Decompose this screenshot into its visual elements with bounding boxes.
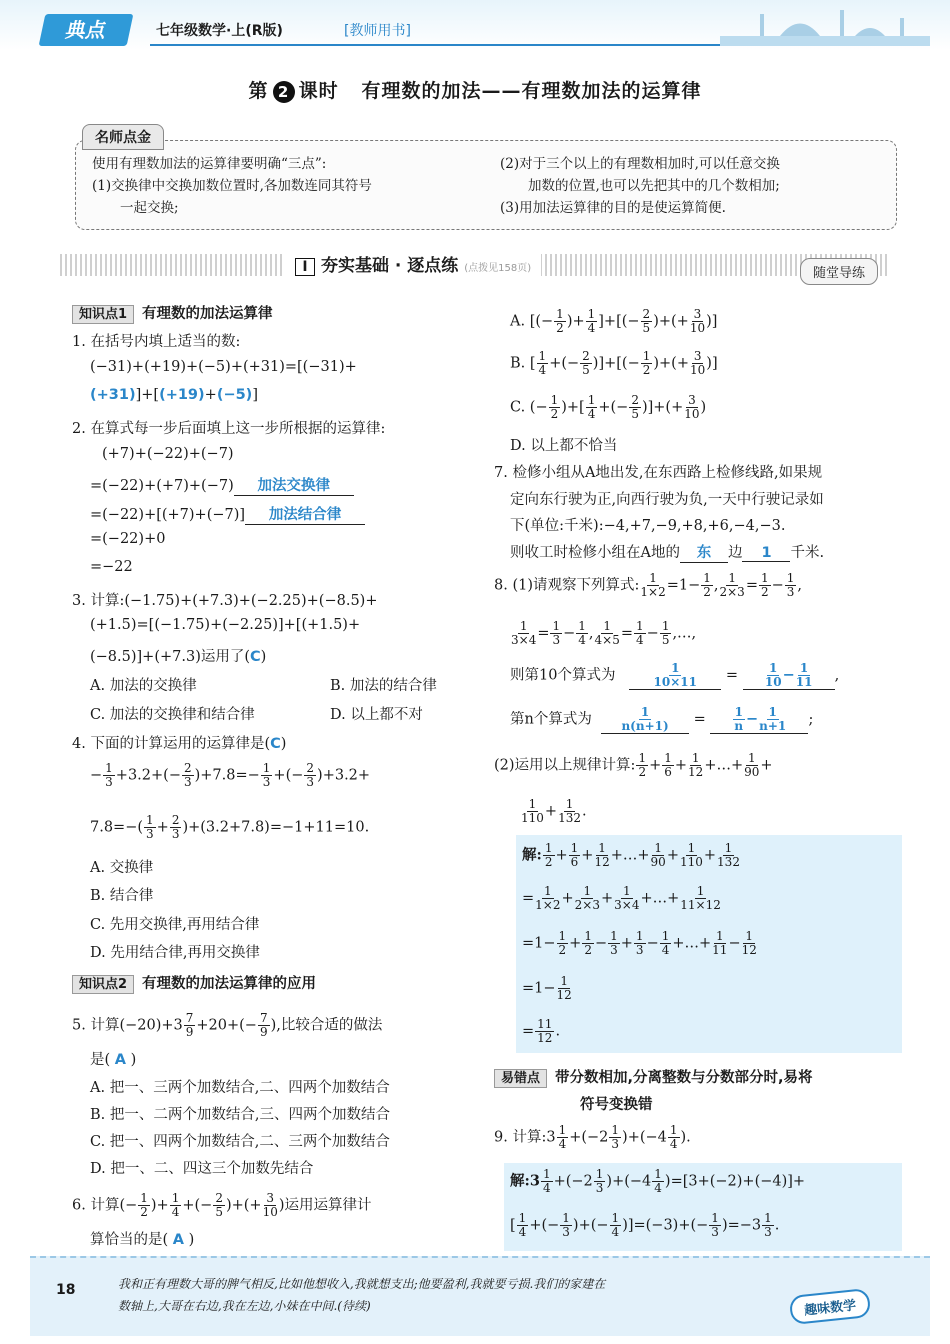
q2-step4: =(−22)+0: [90, 531, 166, 547]
frac-1-2: $\frac{1}{2}$: [703, 571, 711, 599]
q8-l4a: 第n个算式为: [510, 711, 592, 728]
frac-1-3: $\frac{1}{3}$: [610, 929, 618, 957]
q6-frac-1-2: [641, 350, 653, 377]
frac-1-5: $\frac{1}{5}$: [661, 619, 670, 647]
q6-frac-2-5: [580, 350, 592, 377]
frac-1-2: $\frac{1}{2}$: [584, 929, 592, 957]
q4-frac-num: 1: [105, 761, 113, 775]
q6-l2e: ): [188, 1232, 195, 1248]
q4-l2a: 7.8=−(: [90, 819, 144, 836]
tip-label: 名师点金: [82, 124, 164, 150]
q5-frac-7-9: [258, 1012, 270, 1039]
q6-frac-3-10: [690, 308, 705, 335]
q3-line3: [90, 645, 266, 666]
frac-1-4: $\frac{1}{4}$: [636, 619, 644, 647]
q4-stem-end: ): [280, 736, 287, 752]
frac-1-11: $\frac{1}{11}$: [712, 929, 728, 957]
q6-frac-den: 10: [262, 1205, 278, 1219]
q6-frac-3-10: [684, 394, 699, 421]
q4-frac-1-3: [144, 814, 156, 841]
q4-frac-num: 2: [183, 761, 192, 775]
q6-line1: [72, 1192, 372, 1219]
q8-sol-line1: 解: $\frac{1}{2}$ + $\frac{1}{6}$ + $\frac{1}{12}$ +…+ $\frac{1}{90}$ + $\frac{1}{110}$ + $\frac{1}{132}$: [522, 841, 740, 869]
q6-line2: [90, 1228, 194, 1249]
q8-l5: (2)运用以上规律计算:: [494, 757, 636, 774]
q4-frac-num: 1: [146, 813, 154, 827]
frac-1-6: $\frac{1}{6}$: [664, 751, 672, 779]
q6-frac-den: 2: [140, 1205, 148, 1219]
q7-line4: [510, 541, 824, 563]
q6-frac-2-5: [629, 394, 641, 421]
q6-frac-1-2: [549, 394, 561, 421]
q8-sol-line5: = $\frac{11}{12}$ .: [522, 1017, 561, 1045]
q6-frac-1-4: [537, 350, 549, 377]
q5-frac-num: 7: [259, 1011, 268, 1025]
q6-frac-num: 2: [631, 393, 639, 407]
q3-line3-end: ): [260, 649, 267, 665]
q8-answer-n-right: $\frac{1}{n}$ − $\frac{1}{n+1}$: [710, 706, 808, 734]
q6-frac-2-5: [213, 1192, 225, 1219]
q2-step5: =−22: [90, 559, 133, 575]
q5-frac-7-9: [184, 1012, 196, 1039]
tip-2a: (2)对于三个以上的有理数相加时,可以任意交换: [500, 156, 780, 172]
q8-sol-line4: =1− $\frac{1}{12}$: [522, 974, 572, 1002]
q6-frac-den: 4: [587, 321, 596, 335]
q8-part2-cont: $\frac{1}{110}$ + $\frac{1}{132}$ .: [521, 797, 587, 825]
q6-frac-den: 2: [550, 407, 559, 421]
q3-line1: 3. 计算:(−1.75)+(+7.3)+(−2.25)+(−8.5)+: [72, 593, 378, 609]
q5-option-d: D. 把一、二、四这三个加数先结合: [90, 1161, 314, 1177]
q3-option-b: B. 加法的结合律: [330, 678, 437, 694]
kp2-tag: 知识点2: [72, 975, 134, 994]
q6-l2: 算恰当的是(: [90, 1232, 169, 1248]
q6-frac-den: 4: [538, 363, 547, 377]
frac-1-12: $\frac{1}{12}$: [556, 974, 572, 1002]
q6-answer: A: [172, 1232, 185, 1248]
frac-1-2: $\frac{1}{2}$: [544, 841, 553, 869]
q9-stem-text: 9. 计算:3: [494, 1129, 556, 1146]
q9-sol-label: 解:3: [510, 1172, 540, 1190]
q7-line1: 7. 检修小组从A地出发,在东西路上检修线路,如果规: [494, 465, 823, 481]
q4-answer: C: [270, 736, 281, 752]
easy-mistake-tag: 易错点: [494, 1069, 547, 1088]
q8-line2: $\frac{1}{3\times 4}$ = $\frac{1}{3}$ − $\frac{1}{4}$ , $\frac{1}{4\times 5}$ = $\frac{1}{4}$ − $\frac{1}{5}$ ,…,: [511, 619, 697, 647]
q7-answer-direction: 东: [680, 541, 728, 563]
lesson-prefix: 第: [248, 80, 269, 102]
q6-frac-den: 2: [556, 321, 564, 335]
section-tag: 随堂导练: [800, 258, 878, 285]
q1-stem: 1. 在括号内填上适当的数:: [72, 334, 241, 350]
frac-1-4: $\frac{1}{4}$: [654, 1167, 662, 1195]
q8-line3: 则第10个算式为 $\frac{1}{10\times 11}$ = $\frac{1}{10}$ − $\frac{1}{11}$ ,: [510, 661, 840, 689]
q8-l1: 8. (1)请观察下列算式:: [494, 577, 640, 594]
q6-l1e: )运用运算律计: [278, 1197, 372, 1214]
book-title: 七年级数学·上(R版): [156, 23, 283, 39]
q6-frac-num: 1: [556, 307, 564, 321]
q4-l1c: )+7.8=−: [194, 767, 260, 784]
skyline-illustration: [720, 6, 930, 46]
q2-step2: [90, 474, 354, 496]
q7-l4c: 千米.: [790, 545, 825, 561]
q6-frac-den: 5: [582, 363, 590, 377]
q7-l4b: 边: [727, 545, 743, 561]
q8-sol-label: 解:: [522, 846, 542, 864]
frac-1-3: $\frac{1}{3}$: [786, 571, 795, 599]
footer-story: [118, 1273, 778, 1317]
frac-1-6: $\frac{1}{6}$: [570, 841, 579, 869]
q7-l4a: 则收工时检修小组在A地的: [510, 545, 680, 561]
q7-line2: 定向东行驶为正,向西行驶为负,一天中行驶记录如: [510, 492, 824, 508]
frac-1-3: $\frac{1}{3}$: [562, 1211, 570, 1239]
q4-option-c: C. 先用交换律,再用结合律: [90, 917, 260, 933]
knowledge-point-2: [72, 972, 316, 993]
q4-frac-den: 3: [306, 775, 315, 789]
frac-1-2: $\frac{1}{2}$: [638, 751, 647, 779]
q5-frac-den: 9: [259, 1025, 268, 1039]
q3-option-a: A. 加法的交换律: [90, 678, 197, 694]
section-title-text: 夯实基础 · 逐点练: [321, 256, 459, 276]
frac-1-2: $\frac{1}{2}$: [760, 571, 769, 599]
q8-part2: (2)运用以上规律计算: $\frac{1}{2}$ + $\frac{1}{6}$ + $\frac{1}{12}$ +…+ $\frac{1}{90}$ +: [494, 751, 773, 779]
frac-1-2x3: $\frac{1}{2\times 3}$: [719, 571, 745, 599]
frac-1-12: $\frac{1}{12}$: [741, 929, 757, 957]
frac-1-90: $\frac{1}{90}$: [650, 841, 666, 869]
q8-sol-line2: = $\frac{1}{1\times 2}$ + $\frac{1}{2\times 3}$ + $\frac{1}{3\times 4}$ +…+ $\frac{1}{11\times 12}$: [522, 884, 721, 912]
frac-1-11x12: $\frac{1}{11\times 12}$: [680, 884, 721, 912]
q8-sol-line3: =1− $\frac{1}{2}$ + $\frac{1}{2}$ − $\frac{1}{3}$ + $\frac{1}{3}$ − $\frac{1}{4}$ +…+ $\frac{1}{11}$ − $\frac{1}{12}$: [522, 929, 757, 957]
q4-l1a: −: [90, 767, 103, 784]
publisher-logo: 典点: [39, 14, 134, 46]
frac-1-4: $\frac{1}{4}$: [669, 1123, 678, 1151]
q6-frac-num: 1: [171, 1191, 180, 1205]
q3-answer: C: [250, 649, 261, 665]
frac-1-132: $\frac{1}{132}$: [558, 797, 581, 825]
q6-frac-num: 3: [266, 1191, 275, 1205]
frac-1-3x4: $\frac{1}{3\times 4}$: [614, 884, 640, 912]
q1-answer-1: (+31): [90, 387, 136, 403]
q6-frac-1-2: [138, 1192, 150, 1219]
q4-stem-text: 4. 下面的计算运用的运算律是(: [72, 736, 271, 752]
q6-frac-den: 4: [587, 407, 596, 421]
lesson-title: [0, 76, 950, 103]
q4-frac-den: 3: [183, 775, 192, 789]
q4-frac-1-3: [103, 762, 115, 789]
q6-frac-num: 1: [140, 1191, 148, 1205]
frac-1-4: $\frac{1}{4}$: [611, 1211, 620, 1239]
frac-1-3: $\frac{1}{3}$: [764, 1211, 772, 1239]
footer-line2: 数轴上,大哥在右边,我在左边,小妹在中间.(待续): [118, 1299, 371, 1313]
q8-line1: 8. (1)请观察下列算式: $\frac{1}{1\times 2}$ =1− $\frac{1}{2}$ , $\frac{1}{2\times 3}$ = $\frac{1}{2}$ − $\frac{1}{3}$ ,: [494, 571, 803, 599]
q6-frac-den: 4: [171, 1205, 180, 1219]
kp1-title: 有理数的加法运算律: [142, 306, 273, 322]
q7-answer-distance: 1: [742, 545, 790, 562]
q6-frac-den: 10: [690, 363, 706, 377]
q8-answer-n-left: $\frac{1}{n(n+1)}$: [601, 706, 689, 734]
q5-l2: 是(: [90, 1052, 111, 1068]
section-note: (点拨见158页): [464, 263, 532, 274]
lesson-number: 2: [273, 81, 295, 103]
q4-option-a: A. 交换律: [90, 860, 154, 876]
q6-frac-1-2: [554, 308, 566, 335]
q4-frac-num: 2: [171, 813, 180, 827]
q2-stem: 2. 在算式每一步后面填上这一步所根据的运算律:: [72, 421, 386, 437]
q5-l1b: +20+(−: [196, 1017, 257, 1034]
q1-line2: [90, 387, 258, 403]
q2-answer-1: 加法交换律: [234, 474, 354, 496]
q5-frac-den: 9: [185, 1025, 194, 1039]
q2-answer-2: 加法结合律: [245, 503, 365, 525]
q9-sol-line1: 解:3 $\frac{1}{4}$ +(−2 $\frac{1}{3}$ )+(−4 $\frac{1}{4}$ )=[3+(−2)+(−4)]+: [510, 1167, 806, 1195]
q6-frac-num: 1: [642, 349, 651, 363]
q6-frac-num: 1: [587, 307, 596, 321]
frac-1-110: $\frac{1}{110}$: [679, 841, 703, 869]
tip-intro: 使用有理数加法的运算律要明确“三点”:: [92, 156, 327, 172]
lesson-topic: 有理数的加法——有理数加法的运算律: [361, 80, 702, 102]
q5-option-b: B. 把一、二两个加数结合,三、四两个加数结合: [90, 1107, 390, 1123]
frac-1-4: $\frac{1}{4}$: [578, 619, 586, 647]
q6-option-a: A. [(− $\frac{1}{2}$ )+ $\frac{1}{4}$ ]+[(− $\frac{2}{5}$ )+(+ $\frac{3}{10}$ )]: [510, 307, 718, 335]
frac-1-3: $\frac{1}{3}$: [595, 1167, 604, 1195]
footer-line1: 我和正有理数大哥的脾气相反,比如他想收入,我就想支出;他要盈利,我就要亏损.我们的家建在: [118, 1277, 606, 1291]
q2-step2-expr: =(−22)+(+7)+(−7): [90, 478, 234, 494]
q4-l1b: +3.2+(−: [115, 767, 181, 784]
page-number: 18: [56, 1282, 76, 1298]
q6-frac-den: 2: [642, 363, 651, 377]
q6-frac-num: 1: [538, 349, 547, 363]
section-title: [285, 251, 541, 276]
frac-1-1x2: $\frac{1}{1\times 2}$: [535, 884, 561, 912]
q6-frac-den: 10: [684, 407, 700, 421]
q3-line3-text: (−8.5)]+(+7.3)运用了(: [90, 649, 251, 665]
q1-answer-3: (−5): [216, 387, 253, 403]
q4-frac-num: 2: [306, 761, 315, 775]
q8-l3a: 则第10个算式为: [510, 667, 616, 684]
q6-frac-den: 5: [215, 1205, 223, 1219]
q6-l1a: 6. 计算(−: [72, 1197, 138, 1214]
q5-option-c: C. 把一、四两个加数结合,二、三两个加数结合: [90, 1134, 390, 1150]
q8-line4: 第n个算式为 $\frac{1}{n(n+1)}$ = $\frac{1}{n}$ − $\frac{1}{n+1}$ ;: [510, 705, 814, 733]
section-roman: I: [295, 258, 315, 276]
frac-1-12: $\frac{1}{12}$: [688, 751, 704, 779]
q4-frac-den: 3: [105, 775, 113, 789]
q2-step1: (+7)+(−22)+(−7): [102, 446, 234, 462]
q4-frac-den: 3: [262, 775, 271, 789]
q4-frac-2-3: [182, 762, 194, 789]
frac-1-2: $\frac{1}{2}$: [558, 929, 567, 957]
q6-frac-den: 5: [642, 321, 651, 335]
frac-1-110: $\frac{1}{110}$: [521, 797, 544, 825]
q4-frac-2-3: [304, 762, 316, 789]
q5-l2e: ): [130, 1052, 137, 1068]
q6-frac-num: 3: [688, 393, 696, 407]
q5-l1c: ),比较合适的做法: [270, 1017, 383, 1034]
frac-1-132: $\frac{1}{132}$: [717, 841, 740, 869]
frac-1-4: $\frac{1}{4}$: [542, 1167, 551, 1195]
frac-1-4: $\frac{1}{4}$: [558, 1123, 567, 1151]
frac-1-3x4: $\frac{1}{3\times 4}$: [511, 619, 537, 647]
q1-answer-2: (+19): [159, 387, 205, 403]
q6-frac-1-4: [170, 1192, 182, 1219]
q1-plus: +: [204, 387, 217, 403]
q1-mid: ]+[: [135, 387, 160, 403]
q6-frac-1-4: [586, 394, 598, 421]
q5-frac-num: 7: [185, 1011, 194, 1025]
q6-option-a-label: A.: [510, 313, 526, 330]
q4-line2: [90, 814, 369, 841]
book-tag: [教师用书]: [344, 23, 411, 39]
frac-11-12: $\frac{11}{12}$: [537, 1017, 553, 1045]
q4-l2c: )+(3.2+7.8)=−1+11=10.: [182, 819, 370, 836]
q5-line2: [90, 1048, 136, 1069]
q4-option-d: D. 先用结合律,再用交换律: [90, 945, 260, 961]
q6-frac-3-10: [263, 1192, 278, 1219]
q7-line3: 下(单位:千米):−4,+7,−9,+8,+6,−4,−3.: [510, 518, 786, 534]
q6-l1d: )+(+: [225, 1197, 262, 1214]
frac-1-4: $\frac{1}{4}$: [518, 1211, 527, 1239]
frac-1-1x2: $\frac{1}{1\times 2}$: [640, 571, 666, 599]
q9-stem: 9. 计算:3 $\frac{1}{4}$ +(−2 $\frac{1}{3}$ )+(−4 $\frac{1}{4}$ ).: [494, 1123, 691, 1151]
frac-1-3: $\frac{1}{3}$: [611, 1123, 620, 1151]
knowledge-point-1: [72, 302, 273, 323]
q2-step3: [90, 503, 365, 525]
q6-option-d: D. 以上都不恰当: [510, 438, 618, 454]
tip-1a: (1)交换律中交换加数位置时,各加数连同其符号: [92, 178, 372, 194]
kp1-tag: 知识点1: [72, 305, 134, 324]
q6-frac-den: 10: [689, 321, 706, 335]
q9-sol-line2: [ $\frac{1}{4}$ +(− $\frac{1}{3}$ )+(− $\frac{1}{4}$ )]=(−3)+(− $\frac{1}{3}$ )=−3 $\frac{1}{3}$ .: [510, 1211, 780, 1239]
q4-frac-den: 3: [171, 827, 180, 841]
q4-l2b: +: [156, 819, 169, 836]
q6-l1c: +(−: [182, 1197, 213, 1214]
q6-frac-1-4: [586, 308, 598, 335]
q4-l1d: +(−: [273, 767, 304, 784]
q6-frac-num: 1: [587, 393, 596, 407]
q4-frac-2-3: [170, 814, 182, 841]
easy-mistake-line1: 带分数相加,分离整数与分数部分时,易将: [555, 1070, 813, 1086]
tip-1b: 一起交换;: [120, 200, 179, 216]
q8-answer-10-left: $\frac{1}{10\times 11}$: [629, 662, 721, 690]
q3-line2: (+1.5)=[(−1.75)+(−2.25)]+[(+1.5)+: [90, 617, 361, 633]
q6-option-c-label: C.: [510, 399, 526, 416]
q6-frac-3-10: [690, 350, 705, 377]
easy-mistake-line2: 符号变换错: [580, 1097, 653, 1113]
q4-stem: [72, 732, 286, 753]
frac-1-2x3: $\frac{1}{2\times 3}$: [574, 884, 600, 912]
frac-1-4: $\frac{1}{4}$: [661, 929, 670, 957]
q1-line1: (−31)+(+19)+(−5)+(+31)=[(−31)+: [90, 359, 357, 375]
fun-math-badge: 趣味数学: [789, 1288, 872, 1325]
q1-end: ]: [252, 387, 258, 403]
q2-step3-expr: =(−22)+[(+7)+(−7)]: [90, 507, 246, 523]
q6-option-c: C. (− $\frac{1}{2}$ )+[ $\frac{1}{4}$ +(− $\frac{2}{5}$ )]+(+ $\frac{3}{10}$ ): [510, 393, 707, 421]
q6-frac-num: 2: [582, 349, 590, 363]
kp2-title: 有理数的加法运算律的应用: [142, 976, 317, 992]
q6-frac-num: 2: [215, 1191, 223, 1205]
q5-option-a: A. 把一、三两个加数结合,二、四两个加数结合: [90, 1080, 390, 1096]
q4-line1: [90, 762, 370, 789]
q4-frac-num: 1: [262, 761, 271, 775]
q6-frac-den: 5: [631, 407, 639, 421]
frac-1-3: $\frac{1}{3}$: [552, 619, 561, 647]
q6-frac-num: 3: [693, 307, 702, 321]
q5-answer: A: [114, 1052, 127, 1068]
q6-frac-2-5: [641, 308, 653, 335]
q4-l1e: )+3.2+: [317, 767, 371, 784]
q6-option-b-label: B.: [510, 355, 526, 372]
q3-option-c: C. 加法的交换律和结合律: [90, 707, 255, 723]
q8-answer-10-right: $\frac{1}{10}$ − $\frac{1}{11}$: [743, 662, 835, 690]
q4-frac-den: 3: [146, 827, 154, 841]
tip-2b: 加数的位置,也可以先把其中的几个数相加;: [528, 178, 780, 194]
q4-option-b: B. 结合律: [90, 888, 154, 904]
frac-1-90: $\frac{1}{90}$: [744, 751, 760, 779]
tip-3: (3)用加法运算律的目的是使运算简便.: [500, 200, 726, 216]
q5-l1a: 5. 计算(−20)+3: [72, 1017, 183, 1034]
q4-frac-1-3: [261, 762, 273, 789]
q6-frac-num: 2: [642, 307, 651, 321]
frac-1-4x5: $\frac{1}{4\times 5}$: [594, 619, 620, 647]
q6-frac-num: 1: [550, 393, 559, 407]
q6-l1b: )+: [150, 1197, 169, 1214]
frac-1-12: $\frac{1}{12}$: [594, 841, 610, 869]
easy-mistake: [494, 1066, 813, 1087]
q5-line1: [72, 1012, 382, 1039]
q6-frac-num: 3: [693, 349, 702, 363]
frac-1-3: $\frac{1}{3}$: [711, 1211, 719, 1239]
q3-option-d: D. 以上都不对: [330, 707, 423, 723]
frac-1-3: $\frac{1}{3}$: [635, 929, 644, 957]
q6-option-b: B. [ $\frac{1}{4}$ +(− $\frac{2}{5}$ )]+[(− $\frac{1}{2}$ )+(+ $\frac{3}{10}$ )]: [510, 349, 718, 377]
lesson-mid: 课时: [298, 80, 339, 102]
